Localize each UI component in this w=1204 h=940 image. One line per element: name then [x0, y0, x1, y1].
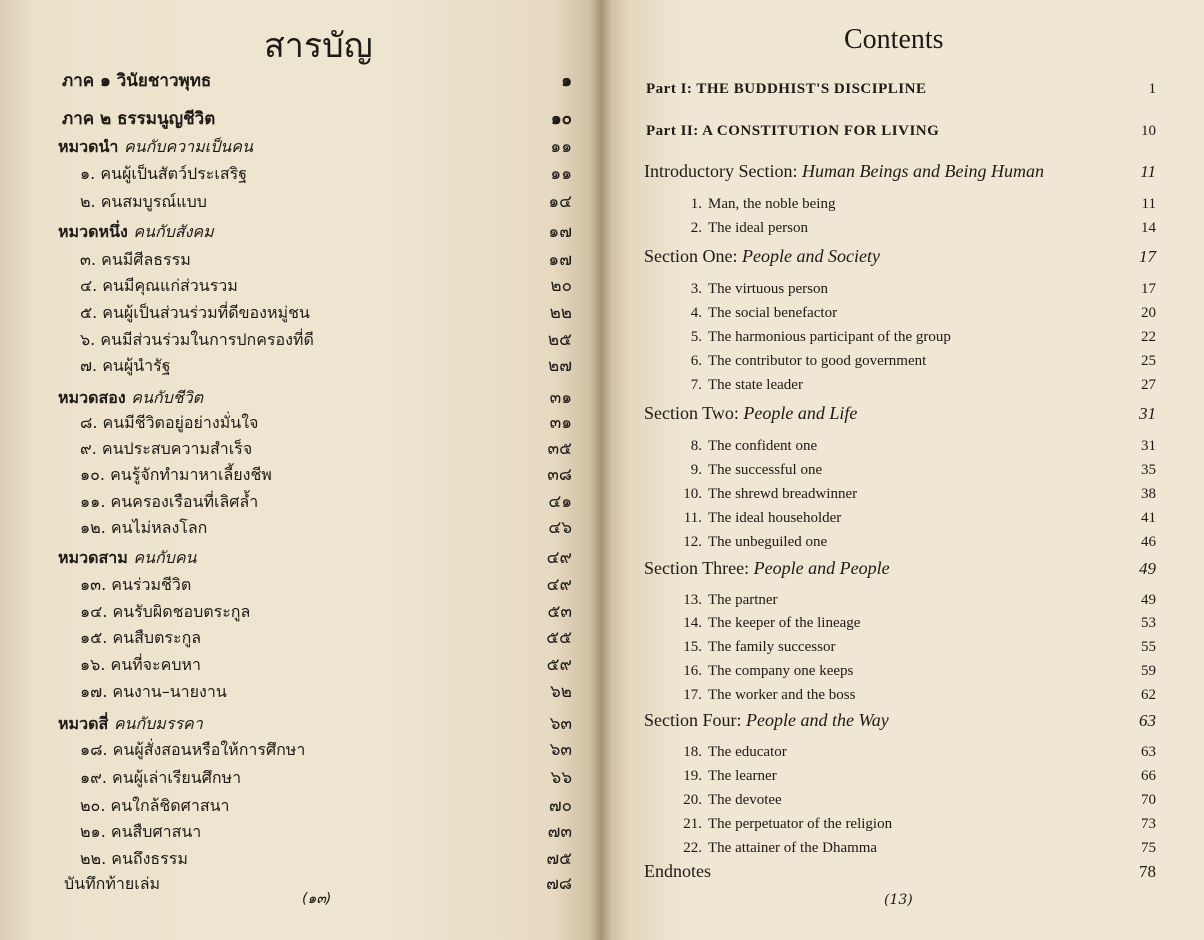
entry-label — [680, 840, 877, 857]
entry-page-number: ๖๖ — [550, 768, 572, 788]
entry-page-number: ๑ — [561, 71, 572, 91]
entry-label — [680, 305, 837, 322]
toc-entry-item[interactable] — [0, 412, 600, 440]
entry-label — [644, 161, 1044, 182]
toc-entry-item[interactable] — [0, 739, 600, 767]
toc-entry-item[interactable] — [0, 249, 600, 277]
entry-label: ๑๑. คนครองเรือนที่เลิศล้ำ — [80, 492, 259, 511]
toc-entry-item[interactable] — [600, 680, 1204, 708]
section-title: People and the Way — [746, 710, 889, 730]
entry-label — [644, 710, 889, 731]
entry-label: ๑๘. คนผู้สั่งสอนหรือให้การศึกษา — [80, 740, 306, 759]
item-title: The virtuous person — [708, 281, 828, 297]
entry-label — [58, 220, 214, 245]
entry-label: ภาค ๒ ธรรมนูญชีวิต — [62, 109, 216, 129]
section-prefix: หมวดสาม — [58, 548, 128, 567]
item-title: The shrewd breadwinner — [708, 486, 858, 502]
toc-entry-section-four[interactable] — [0, 713, 600, 741]
entry-label — [680, 744, 787, 761]
item-title: The successful one — [708, 462, 823, 478]
entry-page-number: ๑๐ — [550, 109, 572, 129]
item-number: 3. — [690, 281, 702, 297]
entry-label — [644, 403, 857, 424]
entry-label — [58, 135, 253, 160]
item-number: 8. — [690, 438, 702, 454]
toc-entry-item[interactable] — [600, 527, 1204, 555]
toc-entry-section-three[interactable] — [600, 555, 1204, 583]
toc-entry-part-1[interactable] — [0, 70, 600, 98]
toc-entry-item[interactable] — [0, 275, 600, 303]
entry-page-number: 73 — [1141, 816, 1156, 832]
item-title: The unbeguiled one — [708, 534, 828, 550]
toc-entry-section-one[interactable] — [600, 243, 1204, 271]
toc-entry-item[interactable] — [0, 795, 600, 823]
entry-label: ๑๒. คนไม่หลงโลก — [80, 518, 208, 537]
entry-page-number: 78 — [1139, 862, 1156, 881]
section-title: คนกับชีวิต — [131, 388, 203, 407]
entry-page-number: ๖๒ — [550, 682, 572, 702]
section-prefix: Section Three: — [644, 558, 750, 578]
entry-label: Part II: A CONSTITUTION FOR LIVING — [646, 123, 940, 139]
entry-label — [680, 592, 778, 609]
entry-label: ๑๕. คนสืบตระกูล — [80, 628, 202, 647]
entry-page-number: ๒๕ — [547, 330, 572, 350]
toc-entry-section-four[interactable] — [600, 707, 1204, 735]
entry-label — [680, 768, 777, 785]
entry-page-number: ๗๕ — [546, 849, 572, 869]
entry-label: ๕. คนผู้เป็นส่วนร่วมที่ดีของหมู่ชน — [80, 303, 310, 322]
item-title: The family successor — [708, 639, 836, 655]
item-number: 17. — [683, 687, 702, 703]
entry-page-number: 41 — [1141, 510, 1156, 526]
toc-entry-item[interactable] — [600, 833, 1204, 861]
entry-label — [644, 246, 880, 267]
entry-label — [680, 353, 926, 370]
toc-entry-item[interactable] — [0, 355, 600, 383]
entry-label: ๓. คนมีศีลธรรม — [80, 250, 191, 269]
entry-page-number: ๓๑ — [549, 388, 572, 408]
entry-page-number: ๗๘ — [546, 874, 572, 894]
entry-label — [680, 377, 803, 394]
toc-entry-section-three[interactable] — [0, 547, 600, 575]
entry-label — [680, 639, 835, 656]
entry-label — [680, 816, 892, 833]
entry-page-number: ๔๙ — [546, 575, 572, 595]
item-number: 1. — [690, 196, 702, 212]
entry-page-number: 46 — [1141, 534, 1156, 550]
section-title: People and Society — [741, 246, 880, 266]
toc-entry-section-intro[interactable] — [0, 136, 600, 164]
entry-page-number: ๕๕ — [546, 628, 572, 648]
entry-label — [680, 220, 808, 237]
toc-entry-section-two[interactable] — [600, 400, 1204, 428]
entry-label: ๘. คนมีชีวิตอยู่อย่างมั่นใจ — [80, 413, 259, 432]
entry-page-number: 35 — [1141, 462, 1156, 478]
entry-page-number: 63 — [1139, 711, 1156, 730]
item-number: 13. — [683, 592, 702, 608]
toc-entry-part-1[interactable] — [600, 74, 1204, 102]
entry-label — [58, 546, 196, 571]
section-prefix: หมวดนำ — [58, 137, 119, 156]
item-title: The state leader — [708, 377, 803, 393]
entry-page-number: ๒๗ — [548, 356, 572, 376]
entry-page-number: 20 — [1141, 305, 1156, 321]
entry-label: ๑๔. คนรับผิดชอบตระกูล — [80, 602, 251, 621]
entry-label — [680, 438, 817, 455]
toc-entry-item[interactable] — [0, 163, 600, 191]
toc-entry-item[interactable] — [0, 627, 600, 655]
entry-label: ๖. คนมีส่วนร่วมในการปกครองที่ดี — [80, 330, 314, 349]
toc-entry-item[interactable] — [0, 517, 600, 545]
entry-page-number: 14 — [1141, 220, 1156, 236]
section-prefix: Section Two: — [644, 403, 739, 423]
entry-page-number: ๗๐ — [548, 796, 572, 816]
entry-page-number: ๒๐ — [550, 276, 572, 296]
toc-entry-item[interactable] — [0, 491, 600, 519]
entry-label: ๔. คนมีคุณแก่ส่วนรวม — [80, 276, 238, 295]
item-title: The learner — [708, 768, 777, 784]
entry-page-number: 11 — [1141, 196, 1156, 212]
entry-page-number: ๕๓ — [547, 602, 572, 622]
entry-page-number: 75 — [1141, 840, 1156, 856]
entry-label — [680, 687, 855, 704]
page-title: Contents — [844, 24, 944, 55]
section-prefix: หมวดหนึ่ง — [58, 222, 128, 241]
item-title: The ideal person — [708, 220, 808, 236]
entry-page-number: 22 — [1141, 329, 1156, 345]
entry-page-number: ๕๙ — [546, 655, 572, 675]
section-title: คนกับสังคม — [133, 222, 214, 241]
thai-contents-page — [0, 0, 600, 940]
section-title: People and Life — [743, 403, 858, 423]
section-prefix: Section One: — [644, 246, 738, 266]
item-number: 18. — [683, 744, 702, 760]
entry-page-number: ๓๘ — [547, 465, 572, 485]
item-title: The partner — [708, 592, 778, 608]
entry-page-number: 25 — [1141, 353, 1156, 369]
entry-page-number: 59 — [1141, 663, 1156, 679]
entry-page-number: 11 — [1140, 162, 1156, 181]
entry-page-number: 62 — [1141, 687, 1156, 703]
item-number: 15. — [683, 639, 702, 655]
entry-page-number: ๖๓ — [549, 714, 572, 734]
entry-label — [680, 329, 951, 346]
entry-label: บันทึกท้ายเล่ม — [64, 874, 161, 893]
toc-entry-endnotes[interactable] — [600, 858, 1204, 886]
entry-label: Part I: THE BUDDHIST'S DISCIPLINE — [646, 81, 927, 97]
entry-label: ๑๓. คนร่วมชีวิต — [80, 575, 192, 594]
item-number: 5. — [690, 329, 702, 345]
entry-page-number: ๓๑ — [549, 413, 572, 433]
toc-entry-part-2[interactable] — [600, 116, 1204, 144]
section-prefix: หมวดสอง — [58, 388, 126, 407]
entry-label — [680, 281, 828, 298]
entry-label — [680, 486, 857, 503]
entry-label: ๒๒. คนถึงธรรม — [80, 849, 188, 868]
item-number: 6. — [690, 353, 702, 369]
entry-label — [680, 510, 841, 527]
entry-label: ๒๑. คนสืบศาสนา — [80, 822, 202, 841]
entry-page-number: 17 — [1139, 247, 1156, 266]
section-title: People and People — [753, 558, 890, 578]
toc-entry-endnotes[interactable] — [0, 873, 600, 901]
item-title: The social benefactor — [708, 305, 838, 321]
item-number: 9. — [690, 462, 702, 478]
section-prefix: หมวดสี่ — [58, 714, 109, 733]
entry-page-number: ๑๑ — [550, 137, 572, 157]
entry-label — [680, 534, 827, 551]
entry-label — [58, 386, 203, 411]
entry-page-number: ๗๓ — [547, 822, 572, 842]
item-title: The keeper of the lineage — [708, 615, 861, 631]
item-number: 16. — [683, 663, 702, 679]
item-number: 19. — [683, 768, 702, 784]
entry-page-number: 17 — [1141, 281, 1156, 297]
entry-label — [680, 615, 860, 632]
toc-entry-item[interactable] — [0, 464, 600, 492]
entry-page-number: 1 — [1148, 81, 1156, 97]
item-number: 21. — [683, 816, 702, 832]
entry-label — [680, 462, 822, 479]
item-title: The company one keeps — [708, 663, 854, 679]
entry-label: ๑๙. คนผู้เล่าเรียนศึกษา — [80, 768, 242, 787]
item-number: 14. — [683, 615, 702, 631]
item-number: 10. — [683, 486, 702, 502]
item-number: 22. — [683, 840, 702, 856]
entry-page-number: ๑๔ — [548, 192, 572, 212]
entry-page-number: ๔๖ — [548, 518, 572, 538]
entry-label: ๑๖. คนที่จะคบหา — [80, 655, 202, 674]
entry-label: ๑๐. คนรู้จักทำมาหาเลี้ยงชีพ — [80, 465, 272, 484]
entry-page-number: 31 — [1141, 438, 1156, 454]
entry-label: ๒๐. คนใกล้ชิดศาสนา — [80, 796, 230, 815]
entry-page-number: 53 — [1141, 615, 1156, 631]
item-number: 2. — [690, 220, 702, 236]
item-title: Man, the noble being — [708, 196, 836, 212]
section-title: คนกับคน — [133, 548, 197, 567]
entry-page-number: 49 — [1141, 592, 1156, 608]
entry-label — [680, 792, 782, 809]
item-number: 20. — [683, 792, 702, 808]
toc-entry-item[interactable] — [0, 654, 600, 682]
entry-label: ภาค ๑ วินัยชาวพุทธ — [62, 71, 212, 91]
page-folio: (13) — [884, 892, 913, 908]
toc-entry-item[interactable] — [0, 302, 600, 330]
item-title: The harmonious participant of the group — [708, 329, 951, 345]
english-contents-page — [600, 0, 1204, 940]
item-number: 4. — [690, 305, 702, 321]
entry-page-number: 63 — [1141, 744, 1156, 760]
entry-label: Endnotes — [644, 861, 711, 881]
entry-page-number: 66 — [1141, 768, 1156, 784]
toc-entry-item[interactable] — [0, 191, 600, 219]
entry-page-number: 31 — [1139, 404, 1156, 423]
item-title: The devotee — [708, 792, 782, 808]
entry-page-number: 49 — [1139, 559, 1156, 578]
toc-entry-item[interactable] — [0, 329, 600, 357]
page-title: สารบัญ — [264, 26, 373, 66]
item-number: 12. — [683, 534, 702, 550]
item-title: The attainer of the Dhamma — [708, 840, 878, 856]
entry-label — [58, 712, 203, 737]
toc-entry-item[interactable] — [0, 438, 600, 466]
toc-entry-section-intro[interactable] — [600, 158, 1204, 186]
entry-page-number: ๔๑ — [548, 492, 572, 512]
toc-entry-item[interactable] — [600, 370, 1204, 398]
item-title: The educator — [708, 744, 787, 760]
entry-page-number: ๖๓ — [549, 740, 572, 760]
item-number: 7. — [690, 377, 702, 393]
toc-entry-item[interactable] — [0, 574, 600, 602]
entry-label: ๑๗. คนงาน–นายงาน — [80, 682, 227, 701]
toc-entry-part-2[interactable] — [0, 108, 600, 136]
item-title: The contributor to good government — [708, 353, 927, 369]
section-title: คนกับมรรคา — [113, 714, 203, 733]
toc-entry-item[interactable] — [600, 213, 1204, 241]
entry-label: ๒. คนสมบูรณ์แบบ — [80, 192, 207, 211]
entry-label — [680, 663, 853, 680]
item-title: The worker and the boss — [708, 687, 856, 703]
entry-page-number: ๒๒ — [549, 303, 572, 323]
entry-page-number: 10 — [1141, 123, 1156, 139]
toc-entry-section-one[interactable] — [0, 221, 600, 249]
toc-entry-item[interactable] — [0, 681, 600, 709]
entry-label — [680, 196, 835, 213]
section-title: Human Beings and Being Human — [801, 161, 1044, 181]
entry-page-number: ๔๙ — [546, 548, 572, 568]
entry-page-number: ๑๗ — [548, 250, 572, 270]
entry-page-number: ๑๗ — [548, 222, 572, 242]
item-title: The ideal householder — [708, 510, 842, 526]
item-title: The perpetuator of the religion — [708, 816, 893, 832]
section-title: คนกับความเป็นคน — [123, 137, 253, 156]
entry-label: ๙. คนประสบความสำเร็จ — [80, 439, 253, 458]
entry-page-number: 27 — [1141, 377, 1156, 393]
entry-page-number: 38 — [1141, 486, 1156, 502]
entry-page-number: 55 — [1141, 639, 1156, 655]
toc-entry-item[interactable] — [0, 601, 600, 629]
item-title: The confident one — [708, 438, 818, 454]
entry-label: ๗. คนผู้นำรัฐ — [80, 356, 171, 375]
entry-page-number: ๓๕ — [547, 439, 572, 459]
section-prefix: Introductory Section: — [644, 161, 798, 181]
entry-label — [644, 558, 890, 579]
entry-page-number: ๑๑ — [550, 164, 572, 184]
page-folio: (๑๓) — [302, 891, 332, 907]
entry-page-number: 70 — [1141, 792, 1156, 808]
entry-label: ๑. คนผู้เป็นสัตว์ประเสริฐ — [80, 164, 248, 183]
section-prefix: Section Four: — [644, 710, 742, 730]
item-number: 11. — [683, 510, 702, 526]
toc-entry-item[interactable] — [0, 767, 600, 795]
toc-entry-item[interactable] — [0, 821, 600, 849]
